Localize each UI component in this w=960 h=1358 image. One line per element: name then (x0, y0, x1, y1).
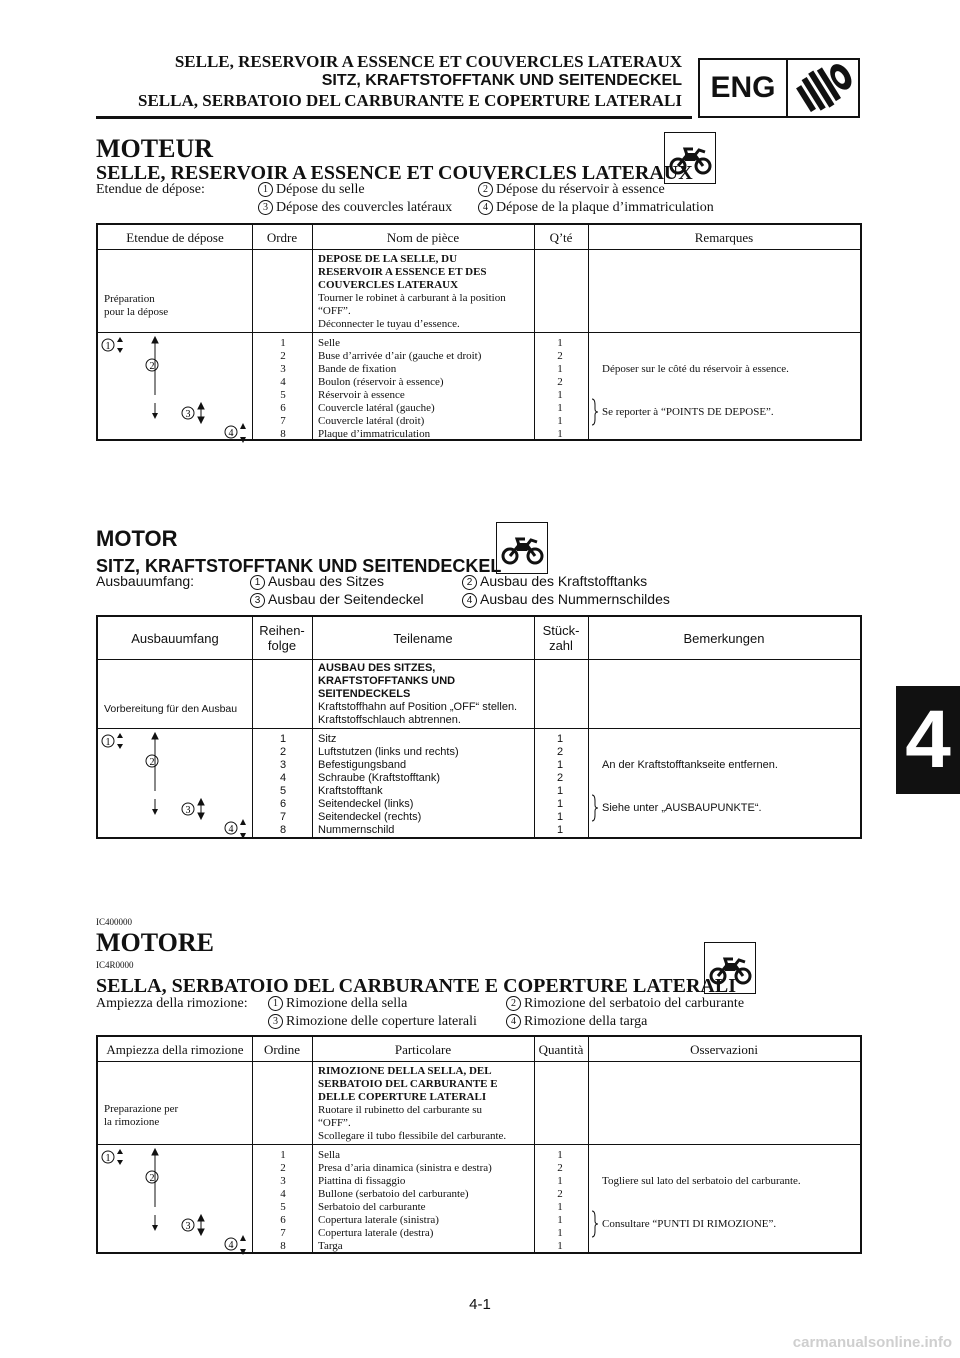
svg-text:1: 1 (105, 1153, 111, 1164)
prep-text: DEPOSE DE LA SELLE, DU RESERVOIR A ESSENCE ET DES COUVERCLES LATERAUX Tourner le robinet à carburant à la position “OFF”. Déconnecter le tuyau d’essence. (318, 253, 506, 330)
prep-label: Vorbereitung für den Ausbau (104, 703, 238, 715)
header-title-de: SITZ, KRAFTSTOFFTANK UND SEITENDECKEL (321, 72, 682, 89)
range-item-de-4: 4 Ausbau des Nummernschildes (462, 591, 670, 608)
range-markers (98, 1145, 252, 1255)
motorcycle-icon (664, 132, 716, 184)
range-label-de: Ausbauumfang: (96, 573, 195, 589)
col-header: Stück- zahl (542, 623, 580, 653)
qty-column: 1 2 1 2 1 1 1 1 (557, 337, 563, 440)
eng-label: ENG (700, 60, 788, 116)
motorcycle-icon (704, 942, 756, 994)
subsection-title-fr: SELLE, RESERVOIR A ESSENCE ET COUVERCLES LATERAUX (96, 162, 693, 184)
remark-1: An der Kraftstofftankseite entfernen. (602, 759, 778, 771)
svg-text:1: 1 (105, 341, 111, 352)
svg-text:3: 3 (185, 805, 191, 816)
range-item-de-1: 1 Ausbau des Sitzes (250, 573, 384, 590)
subsection-title-it: SELLA, SERBATOIO DEL CARBURANTE E COPERTURE LATERALI (96, 975, 736, 997)
footer-watermark: carmanualsonline.info (792, 1334, 952, 1351)
engine-icon (788, 60, 858, 116)
svg-text:3: 3 (185, 409, 191, 420)
page-number: 4-1 (469, 1296, 491, 1313)
range-markers (98, 333, 252, 443)
range-label-it: Ampiezza della rimozione: (96, 996, 248, 1011)
remark-2: Consultare “PUNTI DI RIMOZIONE”. (602, 1218, 777, 1230)
range-item-fr-2: 2 Dépose du réservoir à essence (478, 182, 665, 198)
svg-text:4: 4 (228, 1240, 234, 1251)
range-item-it-3: 3 Rimozione delle coperture laterali (268, 1014, 477, 1030)
qty-column: 1 2 1 2 1 1 1 1 (556, 733, 564, 836)
section-title-fr: MOTEUR (96, 134, 213, 163)
remark-1: Togliere sul lato del serbatoio del carburante. (602, 1175, 801, 1187)
chapter-tab: 4 (896, 686, 960, 794)
range-item-it-1: 1 Rimozione della sella (268, 996, 407, 1012)
svg-text:4: 4 (228, 824, 234, 835)
subsection-title-de: SITZ, KRAFTSTOFFTANK UND SEITENDECKEL (96, 556, 502, 576)
remark-1: Déposer sur le côté du réservoir à essence. (602, 363, 789, 375)
range-item-de-3: 3 Ausbau der Seitendeckel (250, 591, 424, 608)
col-header: Ordine (263, 1041, 301, 1057)
doc-code: IC4R0000 (96, 960, 134, 970)
removal-table-de (96, 615, 862, 839)
parts-column: Selle Buse d’arrivée d’air (gauche et droit) Bande de fixation Boulon (réservoir à essence) Réservoir à essence Couvercle latéral (gauche) Couvercle latéral (droit) Plaque d’immatriculation (318, 337, 482, 440)
doc-code: IC400000 (96, 917, 132, 927)
col-header: Quantità (538, 1041, 584, 1057)
removal-table-fr (96, 223, 862, 441)
parts-column: Sitz Luftstutzen (links und rechts) Befestigungsband Schraube (Kraftstofftank) Kraftstofftank Seitendeckel (links) Seitendeckel (rechts) Nummernschild (318, 733, 459, 836)
prep-text: AUSBAU DES SITZES, KRAFTSTOFFTANKS UND SEITENDECKELS Kraftstoffhahn auf Position „OFF“ stellen. Kraftstoffschlauch abtrennen. (318, 662, 518, 726)
col-header: Osservazioni (690, 1041, 758, 1057)
svg-text:2: 2 (149, 757, 155, 768)
header-title-fr: SELLE, RESERVOIR A ESSENCE ET COUVERCLES LATERAUX (174, 52, 682, 71)
svg-text:3: 3 (185, 1221, 191, 1232)
col-header: Particolare (394, 1041, 452, 1057)
range-markers (98, 729, 252, 839)
prep-label: Preparazione per la rimozione (104, 1103, 179, 1128)
section-title-de: MOTOR (96, 526, 178, 551)
range-item-fr-4: 4 Dépose de la plaque d’immatriculation (478, 200, 714, 216)
qty-column: 1 2 1 2 1 1 1 1 (557, 1149, 563, 1252)
svg-text:2: 2 (149, 1173, 155, 1184)
header-rule (96, 116, 692, 119)
col-header: Etendue de dépose (126, 229, 224, 245)
removal-table-it (96, 1035, 862, 1254)
svg-text:2: 2 (149, 361, 155, 372)
eng-badge (698, 58, 860, 118)
section-title-it: MOTORE (96, 928, 214, 957)
range-item-it-4: 4 Rimozione della targa (506, 1014, 647, 1030)
svg-text:4: 4 (228, 428, 234, 439)
range-label-fr: Etendue de dépose: (96, 182, 205, 197)
col-header: Remarques (694, 229, 754, 245)
col-header: Bemerkungen (683, 630, 765, 646)
order-column: 1 2 3 4 5 6 7 8 (280, 1149, 286, 1252)
bracket (590, 1209, 600, 1239)
prep-label: Préparation pour la dépose (104, 293, 169, 318)
col-header: Nom de pièce (386, 229, 460, 245)
col-header: Ordre (266, 229, 298, 245)
col-header: Teilename (393, 630, 453, 646)
col-header: Q’té (549, 229, 573, 245)
range-item-de-2: 2 Ausbau des Kraftstofftanks (462, 573, 647, 590)
col-header: Ampiezza della rimozione (106, 1041, 244, 1057)
order-column: 1 2 3 4 5 6 7 8 (280, 337, 286, 440)
range-item-fr-3: 3 Dépose des couvercles latéraux (258, 200, 452, 216)
col-header: Reihen- folge (259, 623, 305, 653)
bracket (590, 397, 600, 427)
bracket (590, 793, 600, 823)
range-item-fr-1: 1 Dépose du selle (258, 182, 365, 198)
order-column: 1 2 3 4 5 6 7 8 (279, 733, 287, 836)
parts-column: Sella Presa d’aria dinamica (sinistra e destra) Piattina di fissaggio Bullone (serbatoio del carburante) Serbatoio del carburante Copertura laterale (sinistra) Copertura laterale (destra) Targa (318, 1149, 492, 1252)
svg-text:1: 1 (105, 737, 111, 748)
prep-text: RIMOZIONE DELLA SELLA, DEL SERBATOIO DEL CARBURANTE E DELLE COPERTURE LATERALI Ruotare il rubinetto del carburante su “OFF”. Scollegare il tubo flessibile del carburante. (318, 1065, 507, 1142)
col-header: Ausbauumfang (131, 630, 219, 646)
header-title-it: SELLA, SERBATOIO DEL CARBURANTE E COPERTURE LATERALI (138, 91, 682, 110)
range-item-it-2: 2 Rimozione del serbatoio del carburante (506, 996, 744, 1012)
remark-2: Se reporter à “POINTS DE DEPOSE”. (602, 406, 774, 418)
motorcycle-icon (496, 522, 548, 574)
remark-2: Siehe unter „AUSBAUPUNKTE“. (602, 802, 762, 814)
